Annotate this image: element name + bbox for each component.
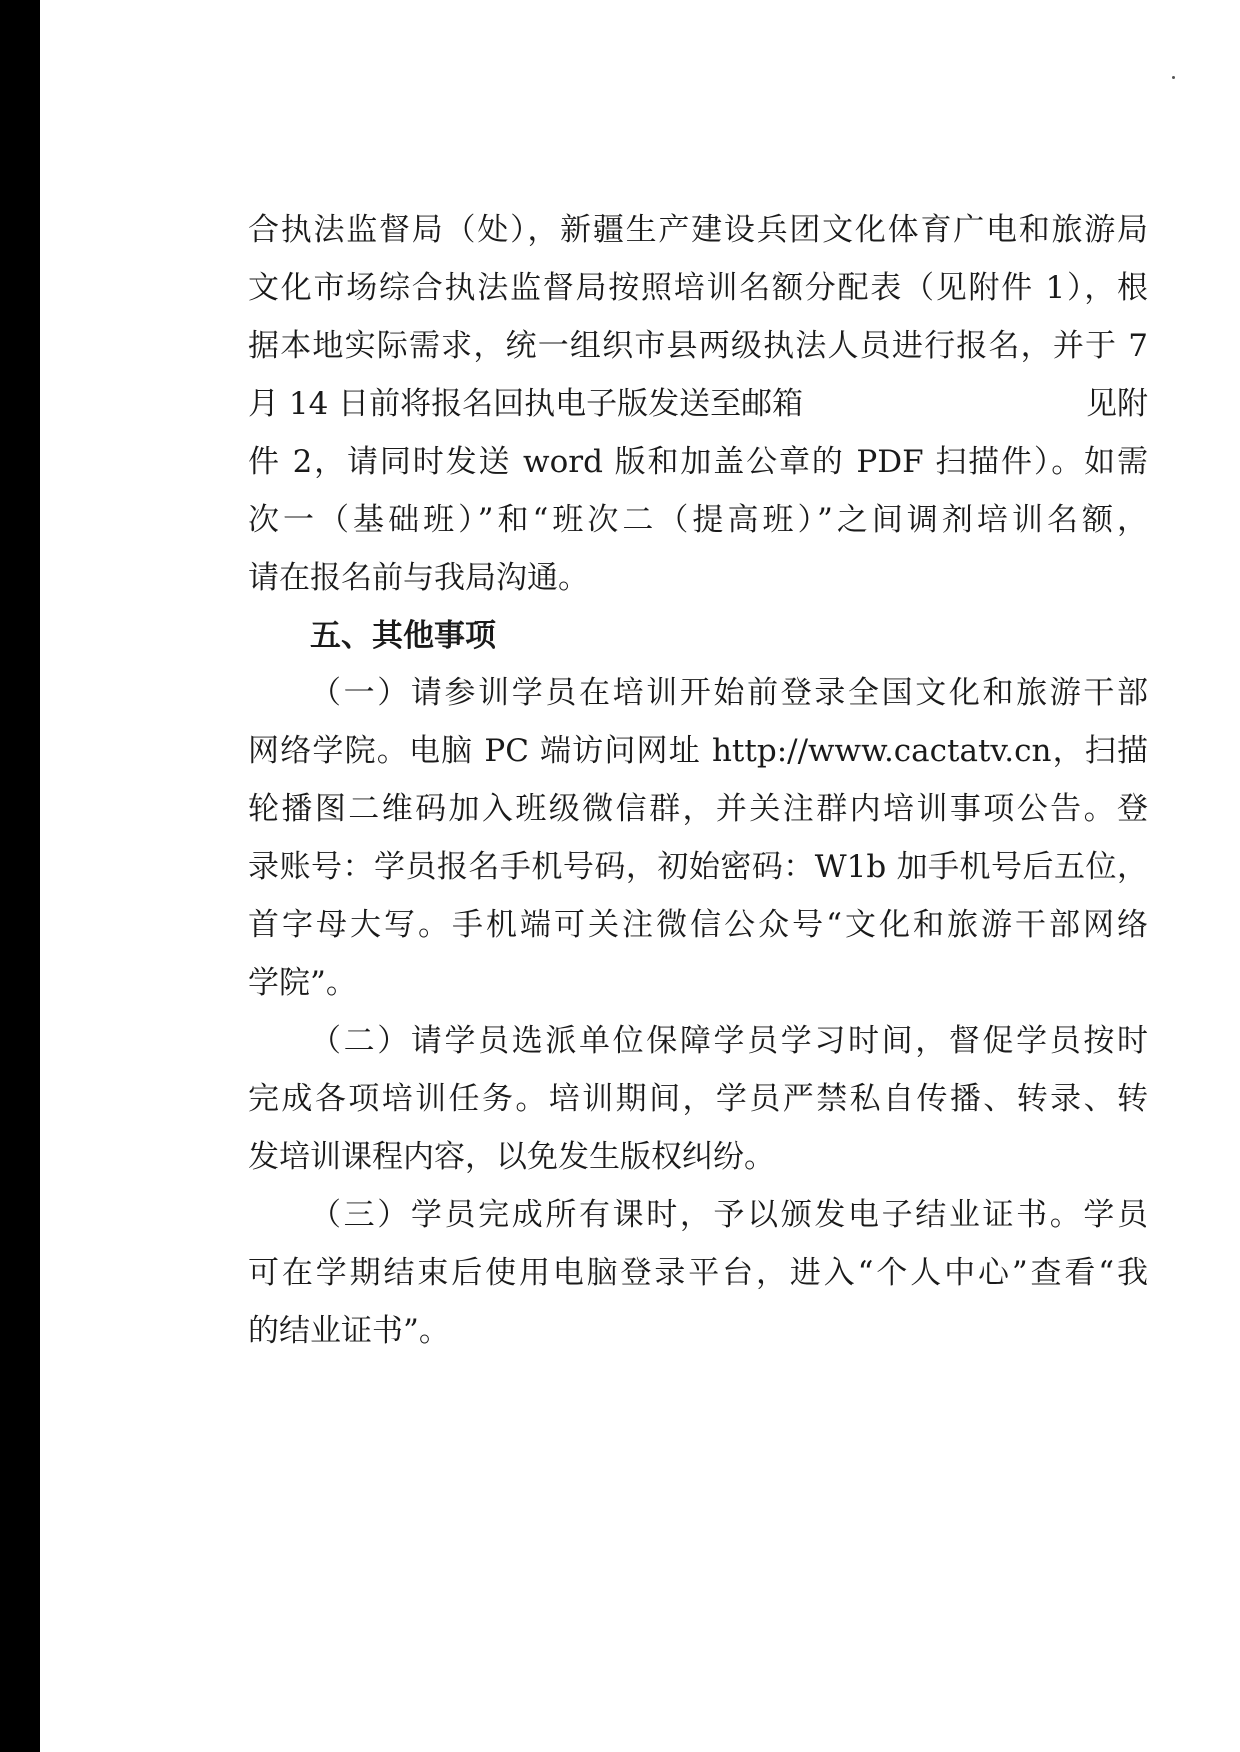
- paragraph-line: 次一（基础班）”和“班次二（提高班）”之间调剂培训名额，: [248, 502, 1148, 538]
- paragraph-line: 的结业证书”。: [248, 1313, 450, 1349]
- paragraph-line-end: 见附: [1086, 386, 1148, 422]
- paragraph-line: （三）学员完成所有课时，予以颁发电子结业证书。学员: [310, 1197, 1148, 1233]
- paragraph-line: 据本地实际需求，统一组织市县两级执法人员进行报名，并于 7: [248, 328, 1148, 364]
- paragraph-line: 轮播图二维码加入班级微信群，并关注群内培训事项公告。登: [248, 791, 1148, 827]
- paragraph-line: （一）请参训学员在培训开始前登录全国文化和旅游干部: [310, 675, 1148, 711]
- paragraph-line: 文化市场综合执法监督局按照培训名额分配表（见附件 1），根: [248, 270, 1148, 306]
- paragraph-line: 录账号：学员报名手机号码，初始密码：W1b 加手机号后五位，: [248, 849, 1148, 885]
- paragraph-line: 合执法监督局（处），新疆生产建设兵团文化体育广电和旅游局: [248, 212, 1148, 248]
- paragraph-line: 可在学期结束后使用电脑登录平台，进入“个人中心”查看“我: [248, 1255, 1148, 1291]
- paragraph-line: 发培训课程内容，以免发生版权纠纷。: [248, 1139, 775, 1175]
- section-heading: 五、其他事项: [310, 618, 496, 654]
- paragraph-line: （二）请学员选派单位保障学员学习时间，督促学员按时: [310, 1023, 1148, 1059]
- paragraph-line: 学院”。: [248, 965, 357, 1001]
- paragraph-line: 完成各项培训任务。培训期间，学员严禁私自传播、转录、转: [248, 1081, 1148, 1117]
- paragraph-line: 件 2，请同时发送 word 版和加盖公章的 PDF 扫描件）。如需: [248, 444, 1148, 480]
- paragraph-line: 月 14 日前将报名回执电子版发送至邮箱: [248, 386, 804, 422]
- paragraph-line: 首字母大写。手机端可关注微信公众号“文化和旅游干部网络: [248, 907, 1148, 943]
- paragraph-line: 网络学院。电脑 PC 端访问网址 http://www.cactatv.cn，扫描: [248, 733, 1148, 769]
- paragraph-line: 请在报名前与我局沟通。: [248, 560, 589, 596]
